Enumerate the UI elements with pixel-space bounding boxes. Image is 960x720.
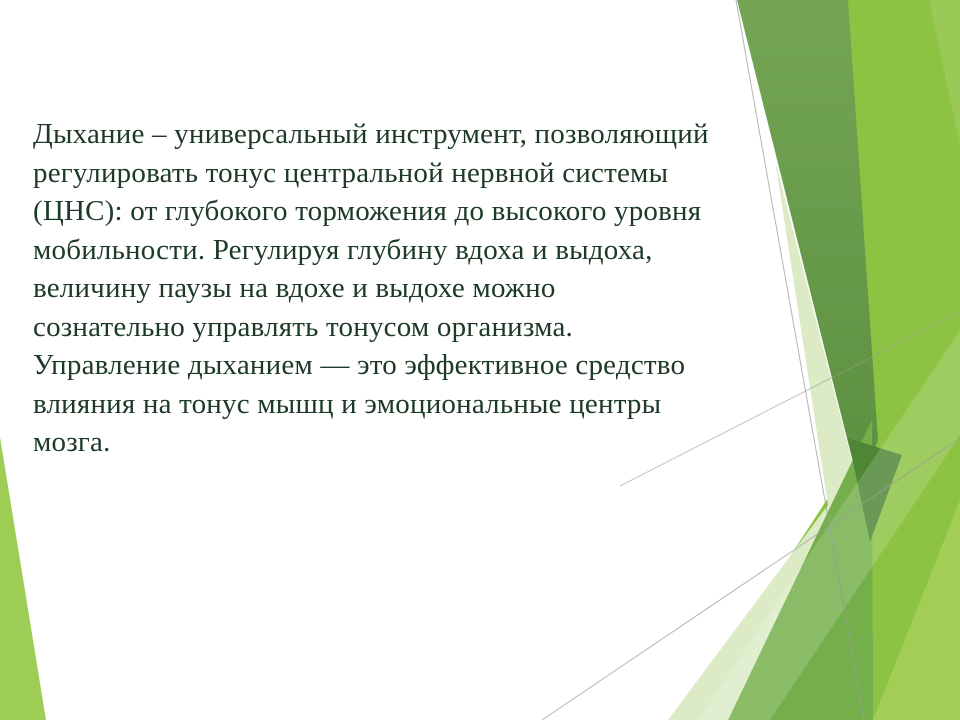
body-text-line: величину паузы на вдохе и выдохе можно bbox=[33, 272, 556, 304]
body-text-line: регулировать тонус центральной нервной системы bbox=[33, 156, 669, 189]
body-text-line: (ЦНС): от глубокого торможения до высокого уровня bbox=[33, 195, 702, 227]
green-wedge-bottom-left bbox=[0, 437, 46, 720]
body-text-line: Управление дыханием — это эффективное средство bbox=[33, 349, 686, 381]
body-text-line: Дыхание – универсальный инструмент, позволяющий bbox=[33, 118, 709, 150]
body-text-line: мобильности. Регулируя глубину вдоха и выдоха, bbox=[33, 233, 653, 266]
body-text-line: мозга. bbox=[33, 426, 111, 458]
body-text-line: влияния на тонус мышц и эмоциональные центры bbox=[33, 387, 662, 420]
slide-body-text bbox=[33, 115, 813, 462]
body-text-line: сознательно управлять тонусом организма. bbox=[33, 310, 573, 343]
